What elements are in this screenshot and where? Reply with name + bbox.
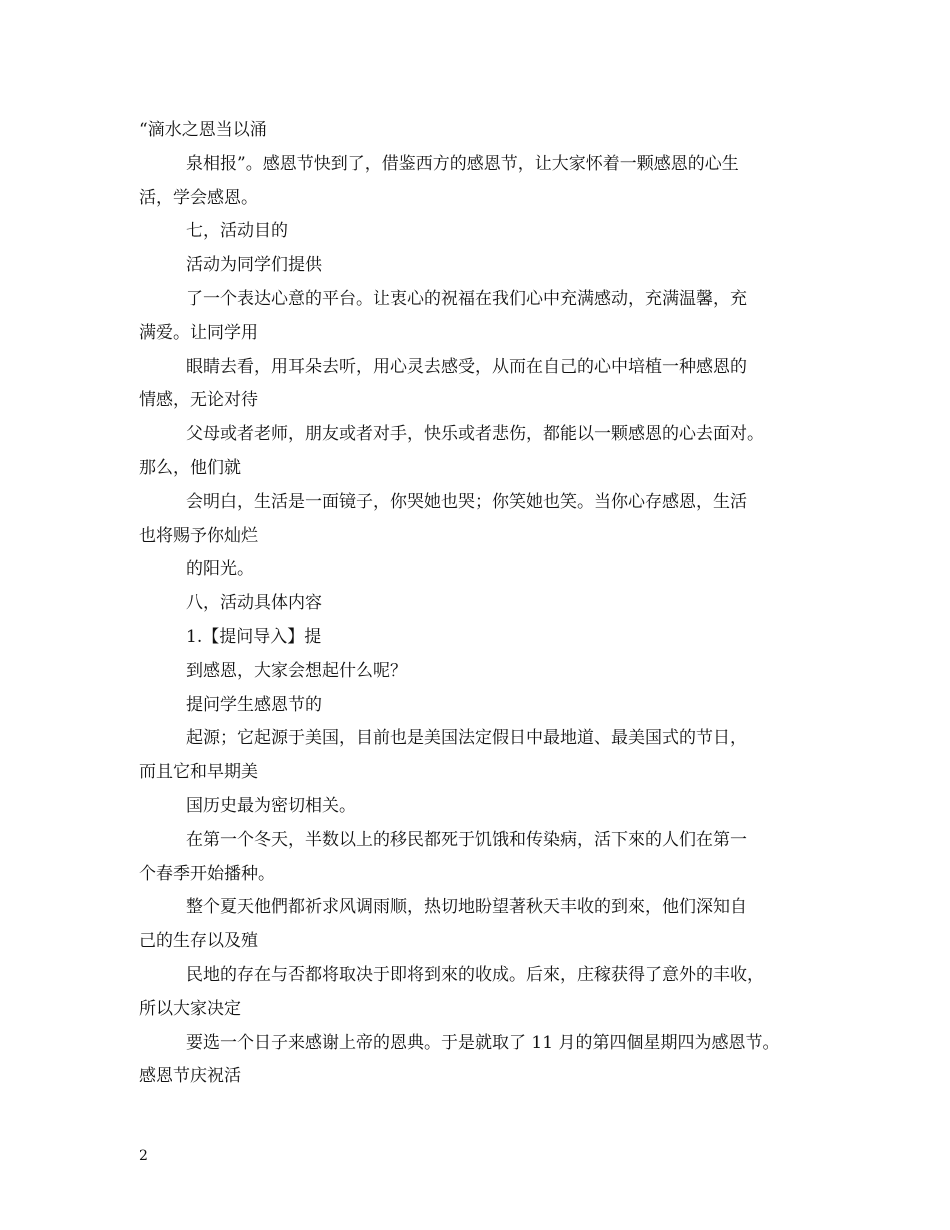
text-line: 己的生存以及殖 (139, 931, 258, 952)
text-line: 所以大家决定 (139, 998, 241, 1019)
text-line: 也将赐予你灿烂 (139, 525, 258, 546)
text-line: 了一个表达心意的平台。让衷心的祝福在我们心中充满感动，充满温馨，充 (186, 288, 747, 309)
text-line: 个春季开始播种。 (139, 863, 275, 884)
text-line: 活动为同学们提供 (186, 255, 322, 276)
text-line: “滴水之恩当以涌 (139, 120, 267, 140)
text-line: 泉相报”。感恩节快到了，借鉴西方的感恩节，让大家怀着一颗感恩的心生 (186, 153, 739, 174)
text-line: 要选一个日子来感谢上帝的恩典。于是就取了 11 月的第四個星期四为感恩节。 (186, 1032, 780, 1053)
text-line: 八，活动具体内容 (186, 593, 322, 614)
text-line: 感恩节庆祝活 (139, 1066, 241, 1087)
text-line: 国历史最为密切相关。 (186, 795, 356, 816)
text-line: 而且它和早期美 (139, 762, 258, 783)
text-line: 情感，无论对待 (139, 390, 258, 411)
text-line: 起源；它起源于美国，目前也是美国法定假日中最地道、最美国式的节日， (186, 728, 747, 749)
text-line: 七，活动目的 (186, 221, 288, 242)
text-line: 父母或者老师，朋友或者对手，快乐或者悲伤，都能以一颗感恩的心去面对。 (186, 424, 764, 445)
text-line: 满爱。让同学用 (139, 322, 258, 343)
page-number: 2 (139, 1148, 148, 1164)
text-line: 会明白，生活是一面镜子，你哭她也哭；你笑她也笑。当你心存感恩，生活 (186, 491, 747, 512)
text-line: 到感恩，大家会想起什么呢？ (186, 660, 407, 681)
text-line: 在第一个冬天，半数以上的移民都死于饥饿和传染病，活下來的人们在第一 (186, 829, 747, 850)
text-line: 1.【提问导入】提 (186, 626, 322, 647)
body-text (139, 114, 829, 1094)
text-line: 整个夏天他們都祈求风调雨顺，热切地盼望著秋天丰收的到來，他们深知自 (186, 897, 747, 918)
text-line: 眼睛去看，用耳朵去听，用心灵去感受，从而在自己的心中培植一种感恩的 (186, 356, 747, 377)
text-line: 的阳光。 (186, 559, 254, 580)
text-line: 提问学生感恩节的 (186, 694, 322, 715)
text-line: 活，学会感恩。 (139, 187, 258, 208)
text-line: 民地的存在与否都将取决于即将到來的收成。后來，庄稼获得了意外的丰收， (186, 964, 764, 985)
text-line: 那么，他们就 (139, 457, 241, 478)
